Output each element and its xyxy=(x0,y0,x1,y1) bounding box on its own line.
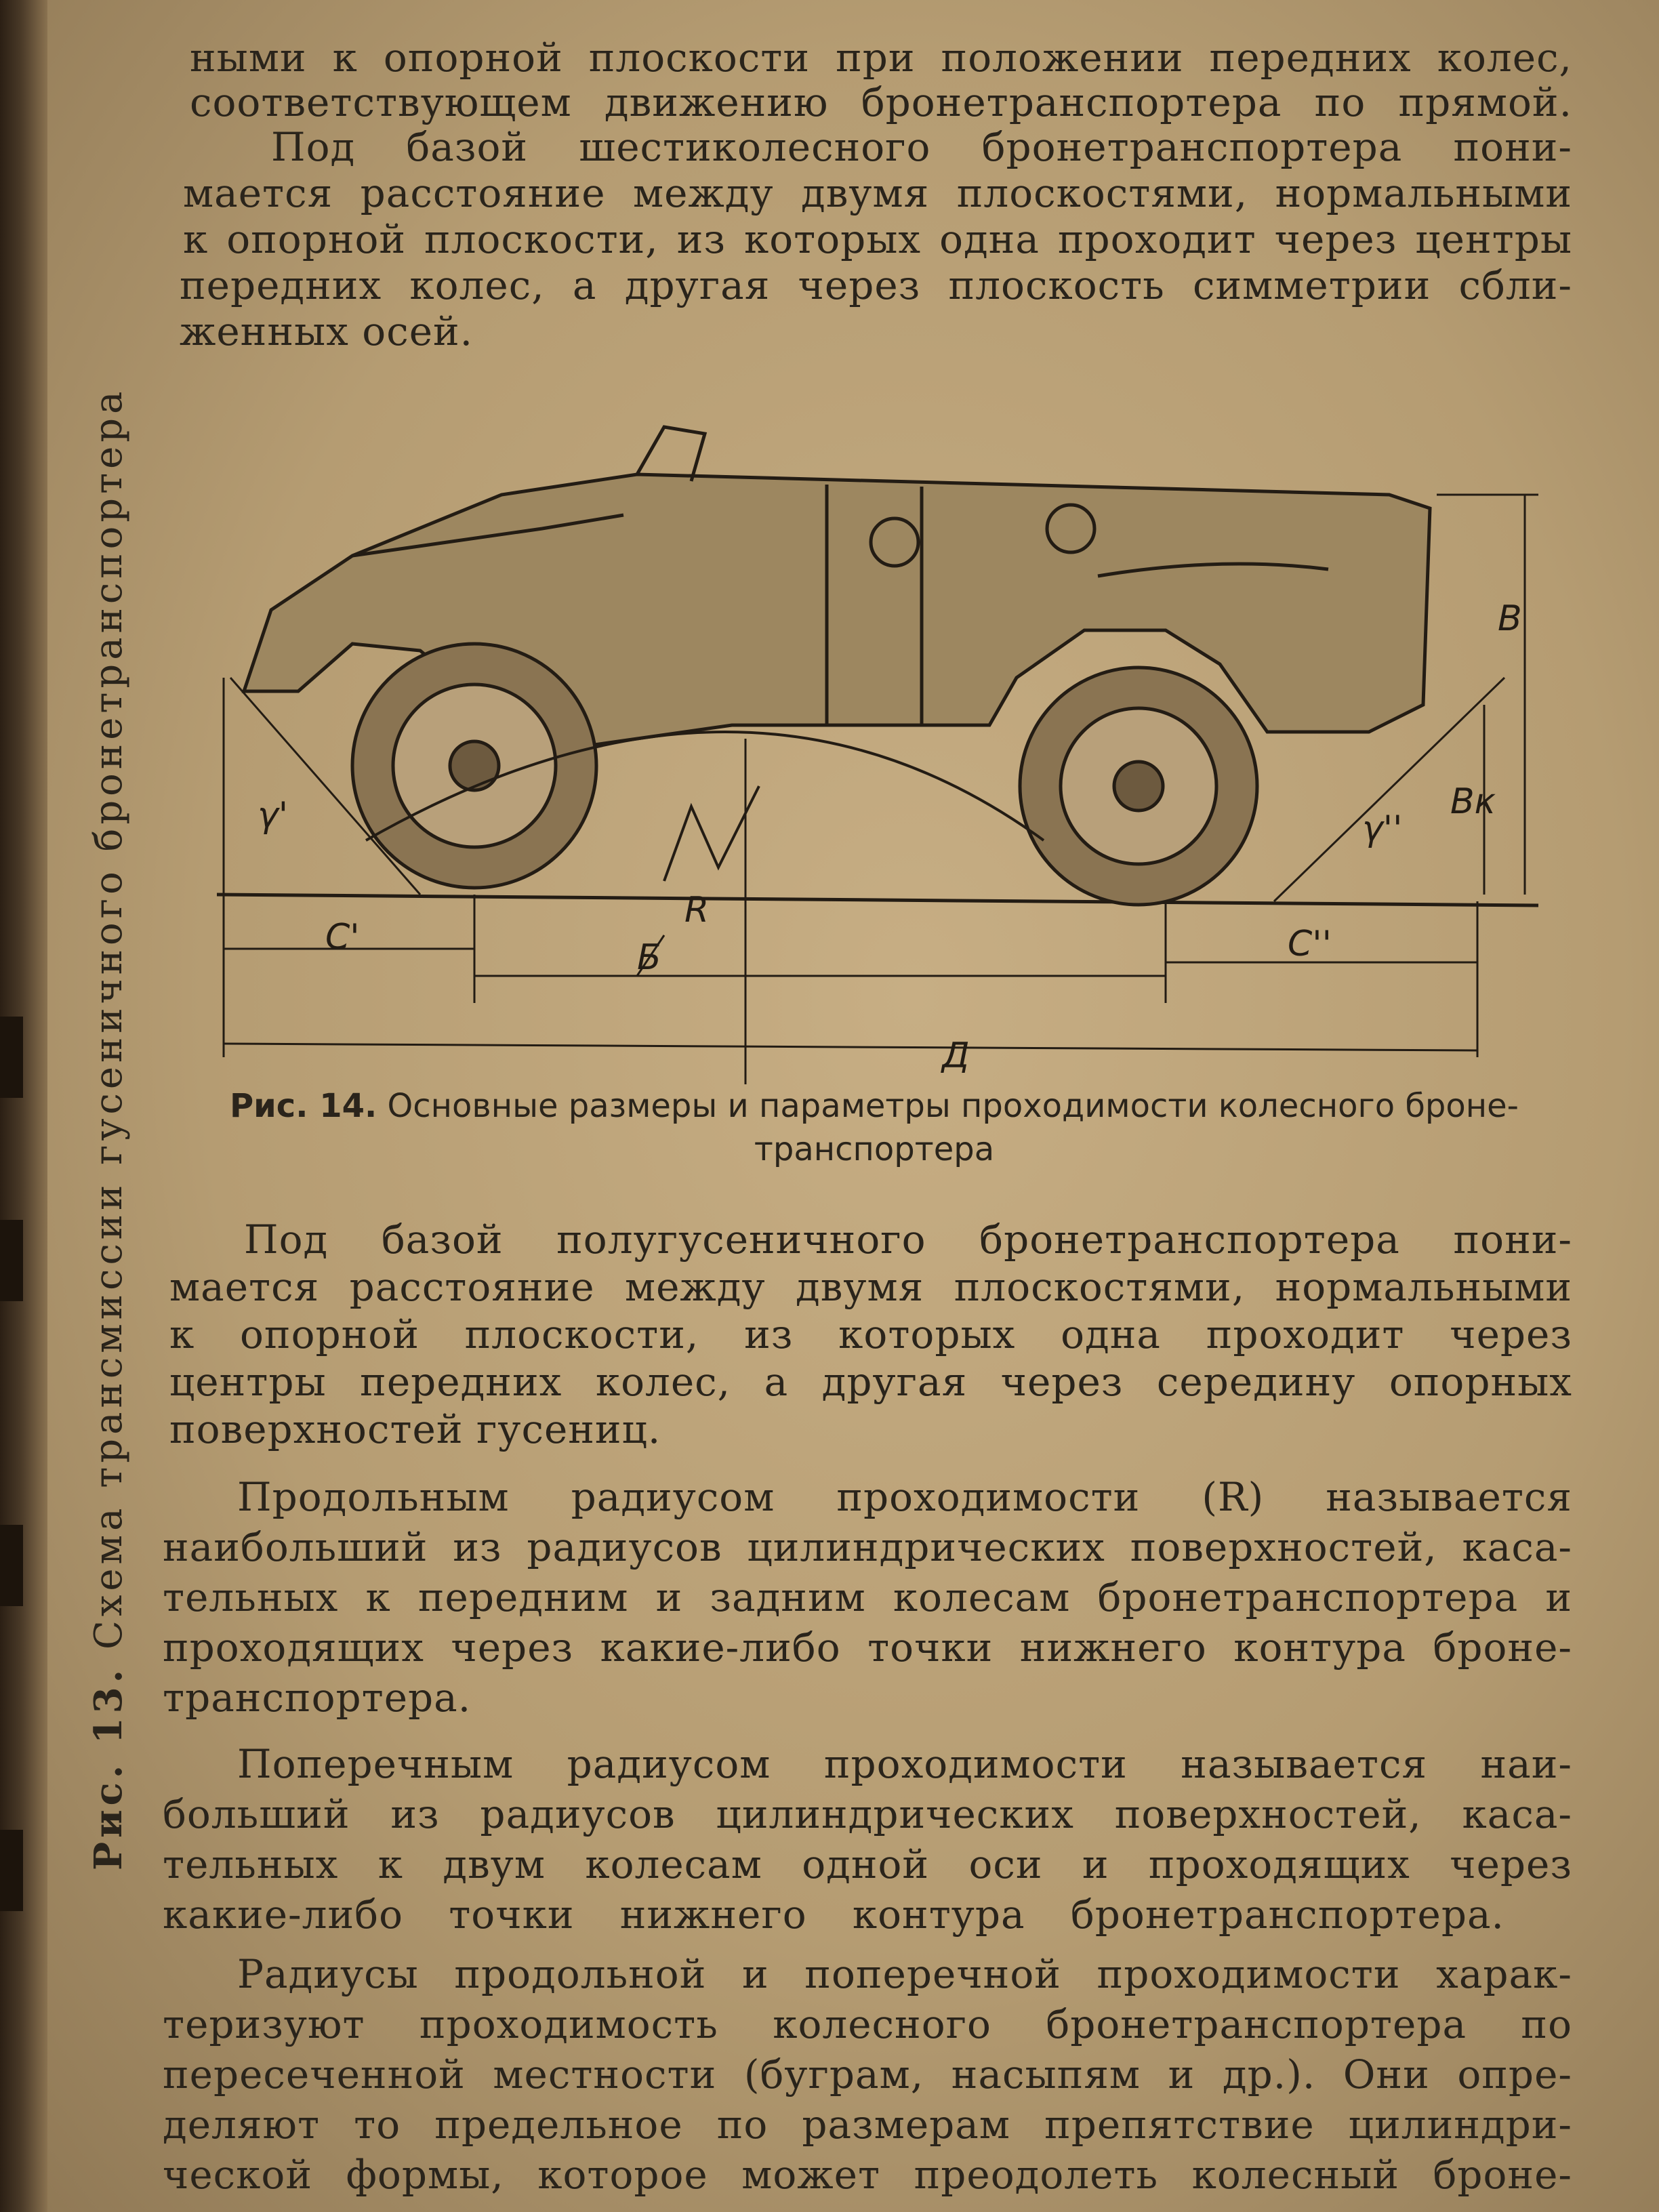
text-line: какие-либо точки нижнего контура бронетранспортера. xyxy=(163,1891,1504,1938)
armored-vehicle-figure xyxy=(217,407,1545,1098)
label-c1: C' xyxy=(325,917,360,958)
label-gamma1: γ' xyxy=(258,795,289,836)
text-line: передних колес, а другая через плоскость симметрии сбли- xyxy=(180,262,1572,308)
label-r: R xyxy=(684,890,710,930)
text-line: тельных к двум колесам одной оси и проходящих через xyxy=(163,1841,1572,1887)
caption-text-2: транспортера xyxy=(754,1130,995,1168)
text-line: к опорной плоскости, из которых одна проходит через центры xyxy=(183,216,1572,262)
text-line: Под базой шестиколесного бронетранспортера пони- xyxy=(271,124,1572,170)
text-line: Под базой полугусеничного бронетранспортера пони- xyxy=(244,1216,1572,1263)
text-line: больший из радиусов цилиндрических поверхностей, каса- xyxy=(163,1791,1572,1837)
side-figure-caption xyxy=(68,387,149,1870)
label-d: Д xyxy=(942,1036,970,1076)
length-dimension xyxy=(224,1044,1477,1050)
text-line: Продольным радиусом проходимости (R) называется xyxy=(237,1474,1572,1520)
text-line: ными к опорной плоскости при положении передних колес, xyxy=(190,35,1572,81)
label-c2: C'' xyxy=(1288,924,1332,964)
text-line: мается расстояние между двумя плоскостями, нормальными xyxy=(169,1264,1572,1310)
page-binding-edge xyxy=(0,0,47,2212)
text-line: мается расстояние между двумя плоскостями, нормальными xyxy=(183,170,1572,216)
label-clearance: Bк xyxy=(1450,781,1496,822)
text-line: теризуют проходимость колесного бронетранспортера по xyxy=(163,2001,1572,2047)
text-line: деляют то предельное по размерам препятствие цилиндри- xyxy=(163,2102,1572,2148)
text-line: поверхностей гусениц. xyxy=(169,1406,661,1452)
text-line: соответствующем движению бронетранспортера по прямой. xyxy=(190,79,1572,125)
text-line: женных осей. xyxy=(180,308,474,354)
label-b: Б xyxy=(637,937,661,978)
label-gamma2: γ'' xyxy=(1362,808,1403,849)
ground-line xyxy=(217,895,1538,905)
text-line: тельных к передним и задним колесам бронетранспортера и xyxy=(163,1574,1572,1620)
text-line: пересеченной местности (буграм, насыпям и др.). Они опре- xyxy=(163,2051,1572,2097)
side-caption-label: Рис. 13. xyxy=(86,1665,131,1870)
text-line: Радиусы продольной и поперечной проходимости харак- xyxy=(237,1951,1572,1997)
caption-text: Основные размеры и параметры проходимости колесного броне- xyxy=(387,1087,1519,1125)
text-line: центры передних колес, а другая через середину опорных xyxy=(169,1359,1572,1405)
label-height: B xyxy=(1498,598,1522,639)
text-line: Поперечным радиусом проходимости называется наи- xyxy=(237,1741,1572,1787)
figure-caption xyxy=(176,1084,1572,1171)
text-line: проходящих через какие-либо точки нижнего контура броне- xyxy=(163,1624,1572,1671)
text-line: ческой формы, которое может преодолеть колесный броне- xyxy=(163,2152,1572,2198)
text-line: наибольший из радиусов цилиндрических поверхностей, каса- xyxy=(163,1524,1572,1570)
caption-label: Рис. 14. xyxy=(229,1087,377,1125)
text-line: транспортера. xyxy=(163,1675,472,1721)
side-caption-text: Схема трансмиссии гусеничного бронетранспортера xyxy=(87,387,131,1650)
text-line: к опорной плоскости, из которых одна проходит через xyxy=(169,1311,1572,1357)
